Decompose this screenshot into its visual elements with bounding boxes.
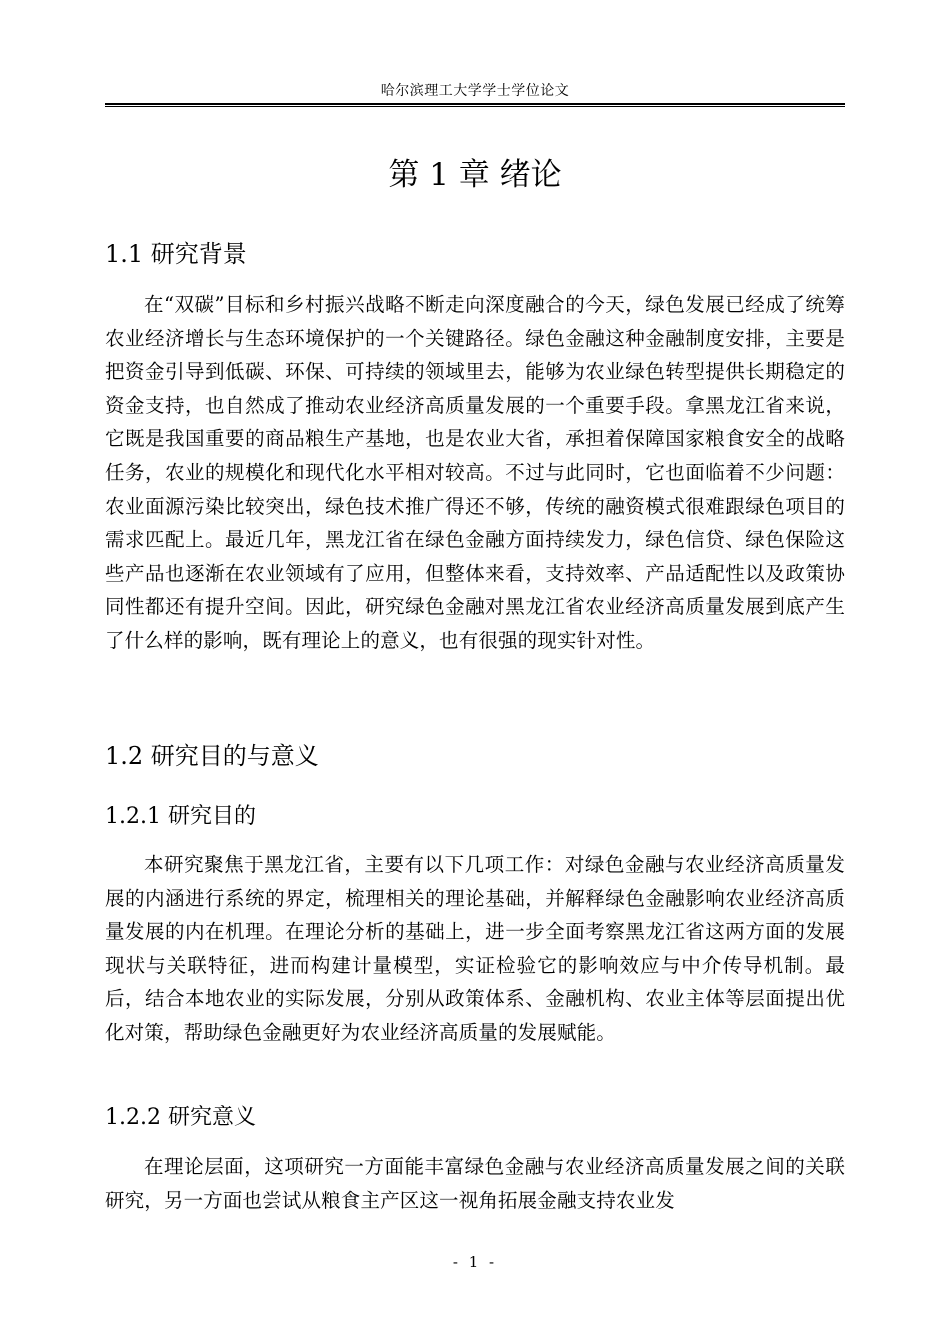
section-heading-1-2-2: 1.2.2 研究意义 [105,1105,256,1130]
chapter-title: 第 1 章 绪论 [388,157,562,193]
section-1-2-1-paragraph: 本研究聚焦于黑龙江省，主要有以下几项工作：对绿色金融与农业经济高质量发展的内涵进行系统的界定，梳理相关的理论基础，并解释绿色金融影响农业经济高质量发展的内在机理。在理论分析的基础上，进一步全面考察黑龙江省这两方面的发展现状与关联特征，进而构建计量模型，实证检验它的影响效应与中介传导机制。最后，结合本地农业的实际发展，分别从政策体系、金融机构、农业主体等层面提出优化对策，帮助绿色金融更好为农业经济高质量的发展赋能。 [105,853,845,1044]
section-1-2-2-paragraph: 在理论层面，这项研究一方面能丰富绿色金融与农业经济高质量发展之间的关联研究，另一方面也尝试从粮食主产区这一视角拓展金融支持农业发 [105,1155,845,1212]
section-heading-1-2-1: 1.2.1 研究目的 [105,804,256,829]
page-number: - 1 - [452,1253,498,1271]
section-heading-1-2: 1.2 研究目的与意义 [105,742,319,770]
section-1-1-paragraph: 在“双碳”目标和乡村振兴战略不断走向深度融合的今天，绿色发展已经成了统筹农业经济增长与生态环境保护的一个关键路径。绿色金融这种金融制度安排，主要是把资金引导到低碳、环保、可持续的领域里去，能够为农业绿色转型提供长期稳定的资金支持，也自然成了推动农业经济高质量发展的一个重要手段。拿黑龙江省来说，它既是我国重要的商品粮生产基地，也是农业大省，承担着保障国家粮食安全的战略任务，农业的规模化和现代化水平相对较高。不过与此同时，它也面临着不少问题：农业面源污染比较突出，绿色技术推广得还不够，传统的融资模式很难跟绿色项目的需求匹配上。最近几年，黑龙江省在绿色金融方面持续发力，绿色信贷、绿色保险这些产品也逐渐在农业领域有了应用，但整体来看，支持效率、产品适配性以及政策协同性都还有提升空间。因此，研究绿色金融对黑龙江省农业经济高质量发展到底产生了什么样的影响，既有理论上的意义，也有很强的现实针对性。 [105,293,845,652]
running-header: 哈尔滨理工大学学士学位论文 [380,83,570,99]
header-rule [105,103,845,107]
section-heading-1-1: 1.1 研究背景 [105,240,247,268]
